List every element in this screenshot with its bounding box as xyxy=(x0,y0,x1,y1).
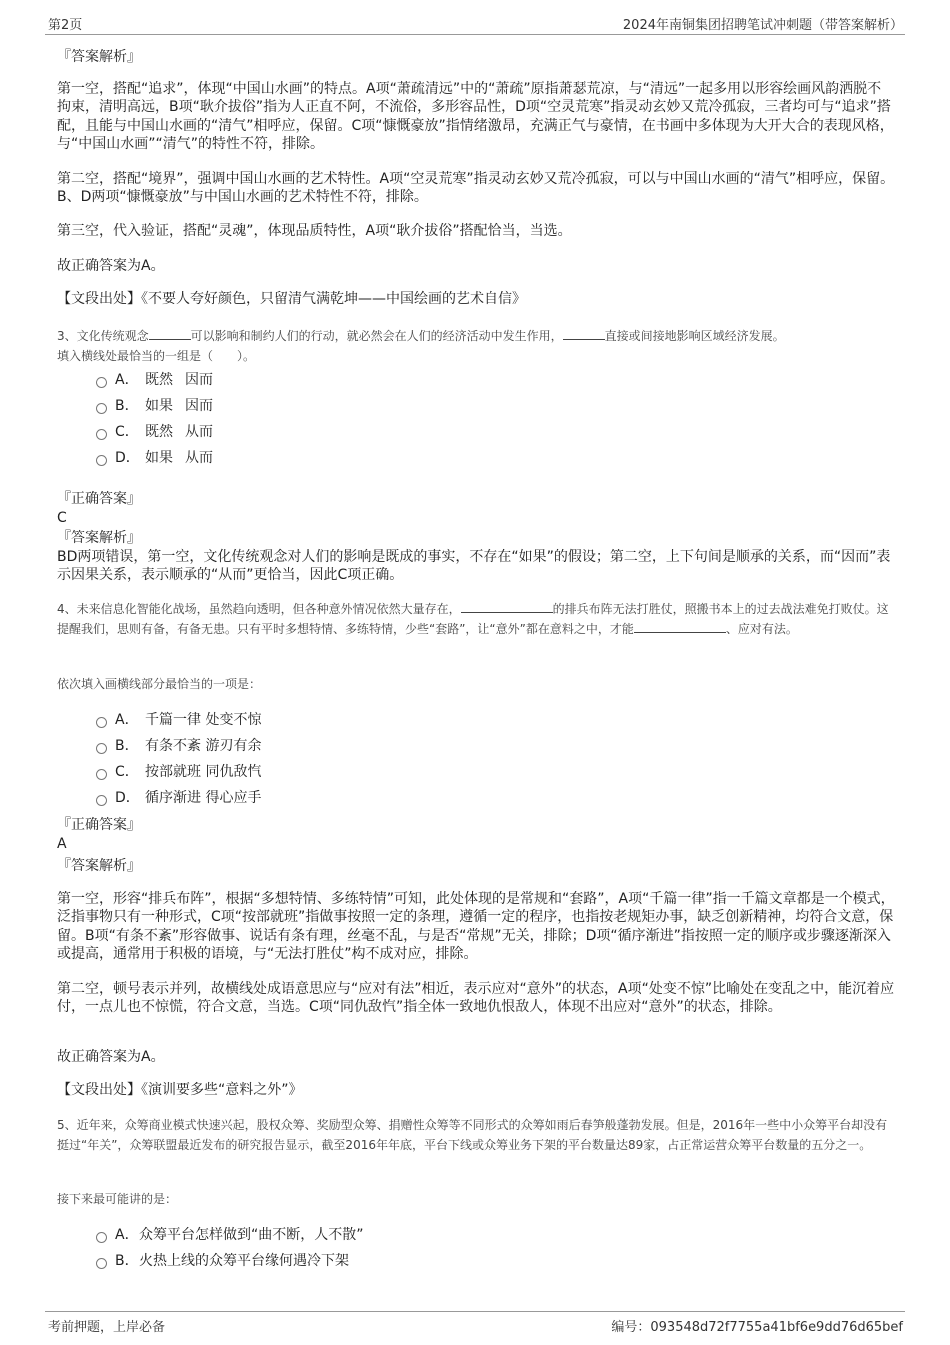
fill-blank xyxy=(461,600,553,613)
radio-button[interactable] xyxy=(96,743,107,754)
page-number: 第2页 xyxy=(48,18,83,33)
question-5-prompt: 接下来最可能讲的是： xyxy=(57,1192,178,1206)
correct-answer: C xyxy=(57,510,67,526)
option-a[interactable]: A． 既然 因而 xyxy=(96,370,225,390)
analysis-label: 『答案解析』 xyxy=(57,530,141,546)
analysis-label: 『答案解析』 xyxy=(57,858,141,874)
option-b[interactable]: B．火热上线的众筹平台缘何遇冷下架 xyxy=(96,1251,349,1271)
source-citation: 【文段出处】《不要人夸好颜色，只留清气满乾坤——中国绘画的艺术自信》 xyxy=(57,291,526,307)
radio-button[interactable] xyxy=(96,795,107,806)
option-d[interactable]: D． 循序渐进 得心应手 xyxy=(96,788,261,808)
radio-button[interactable] xyxy=(96,403,107,414)
radio-button[interactable] xyxy=(96,455,107,466)
answer-conclusion: 故正确答案为A。 xyxy=(57,1049,165,1065)
correct-answer: A xyxy=(57,836,67,852)
option-c[interactable]: C． 按部就班 同仇敌忾 xyxy=(96,762,261,782)
option-b[interactable]: B． 有条不紊 游刃有余 xyxy=(96,736,261,756)
option-c[interactable]: C． 既然 从而 xyxy=(96,422,225,442)
radio-button[interactable] xyxy=(96,377,107,388)
analysis-paragraph: 第一空，搭配“追求”，体现“中国山水画”的特点。A项“萧疏清远”中的“萧疏”原指萧瑟荒凉，与“清远”一起多用以形容绘画风韵洒脱不拘束，清明高远，B项“耿介拔俗”指为人正直不阿，不流俗，多形容品性，D项“空灵荒寒”指灵动玄妙又荒冷孤寂，三者均可与“追求”搭配，且能与中国山水画的“清气”相呼应，保留。C项“慷慨豪放”指情绪激昂，充满正气与豪情，在书画中多体现为大开大合的表现风格，与“中国山水画”“清气”的特性不符，排除。 xyxy=(57,81,894,152)
analysis-paragraph: 第二空，顿号表示并列，故横线处成语意思应与“应对有法”相近，表示应对“意外”的状态，A项“处变不惊”比喻处在变乱之中，能沉着应付，一点儿也不惊慌，符合文意，当选。C项“同仇敌忾”指全体一致地仇恨敌人，体现不出应对“意外”的状态，排除。 xyxy=(57,981,895,1016)
option-d[interactable]: D． 如果 从而 xyxy=(96,448,225,468)
question-3-prompt: 填入横线处最恰当的一组是（ ）。 xyxy=(57,349,256,363)
analysis-paragraph: BD两项错误，第一空，文化传统观念对人们的影响是既成的事实，不存在“如果”的假设；第二空，上下句间是顺承的关系，而“因而”表示因果关系，表示顺承的“从而”更恰当，因此C项正确。 xyxy=(57,549,891,584)
question-4-prompt: 依次填入画横线部分最恰当的一项是： xyxy=(57,677,262,691)
radio-button[interactable] xyxy=(96,769,107,780)
option-a[interactable]: A．众筹平台怎样做到“曲不断，人不散” xyxy=(96,1225,364,1245)
analysis-label: 『答案解析』 xyxy=(57,49,141,65)
fill-blank xyxy=(563,327,605,340)
fill-blank xyxy=(634,620,726,633)
page-header xyxy=(45,14,905,35)
correct-answer-label: 『正确答案』 xyxy=(57,491,141,507)
radio-button[interactable] xyxy=(96,717,107,728)
option-a[interactable]: A． 千篇一律 处变不惊 xyxy=(96,710,261,730)
radio-button[interactable] xyxy=(96,1258,107,1269)
question-3-stem: 3、文化传统观念 可以影响和制约人们的行动，就必然会在人们的经济活动中发生作用， 直接或间接地影响区域经济发展。 xyxy=(57,329,785,343)
source-citation: 【文段出处】《演训要多些“意料之外”》 xyxy=(57,1082,303,1098)
analysis-paragraph: 第一空，形容“排兵布阵”，根据“多想特情、多练特情”可知，此处体现的是常规和“套路”，A项“千篇一律”指一千篇文章都是一个模式，泛指事物只有一种形式，C项“按部就班”指做事按照一定的条理，遵循一定的程序，也指按老规矩办事，缺乏创新精神，均符合文意，保留。B项“有条不紊”形容做事、说话有条有理，丝毫不乱，与是否“常规”无关，排除；D项“循序渐进”指按照一定的顺序或步骤逐渐深入或提高，通常用于积极的语境，与“无法打胜仗”构不成对应，排除。 xyxy=(57,891,895,962)
correct-answer-label: 『正确答案』 xyxy=(57,817,141,833)
document-title: 2024年南铜集团招聘笔试冲刺题（带答案解析） xyxy=(622,18,903,33)
analysis-paragraph: 第三空，代入验证，搭配“灵魂”，体现品质特性，A项“耿介拔俗”搭配恰当，当选。 xyxy=(57,223,572,239)
radio-button[interactable] xyxy=(96,1232,107,1243)
analysis-paragraph: 第二空，搭配“境界”，强调中国山水画的艺术特性。A项“空灵荒寒”指灵动玄妙又荒冷孤寂，可以与中国山水画的“清气”相呼应，保留。B、D两项“慷慨豪放”与中国山水画的艺术特性不符，排除。 xyxy=(57,171,895,206)
answer-conclusion: 故正确答案为A。 xyxy=(57,258,165,274)
footer-slogan: 考前押题，上岸必备 xyxy=(48,1320,166,1335)
fill-blank xyxy=(149,327,191,340)
question-4-stem: 4、未来信息化智能化战场，虽然趋向透明，但各种意外情况依然大量存在， 的排兵布阵无法打胜仗，照搬书本上的过去战法难免打败仗。这提醒我们，思则有备，有备无患。只有平时多想特情、多练特情，少些“套路”，让“意外”都在意料之中，才能 、应对有法。 xyxy=(57,602,889,636)
radio-button[interactable] xyxy=(96,429,107,440)
document-id: 编号：093548d72f7755a41bf6e9dd76d65bef xyxy=(611,1320,903,1335)
question-5-stem: 5、近年来，众筹商业模式快速兴起，股权众筹、奖励型众筹、捐赠性众筹等不同形式的众筹如雨后春笋般蓬勃发展。但是，2016年一些中小众筹平台却没有挺过“年关”，众筹联盟最近发布的研究报告显示，截至2016年年底，平台下线或众筹业务下架的平台数量达89家，占正常运营众筹平台数量的五分之一。 xyxy=(57,1118,888,1152)
option-b[interactable]: B． 如果 因而 xyxy=(96,396,225,416)
page-footer xyxy=(45,1311,905,1338)
